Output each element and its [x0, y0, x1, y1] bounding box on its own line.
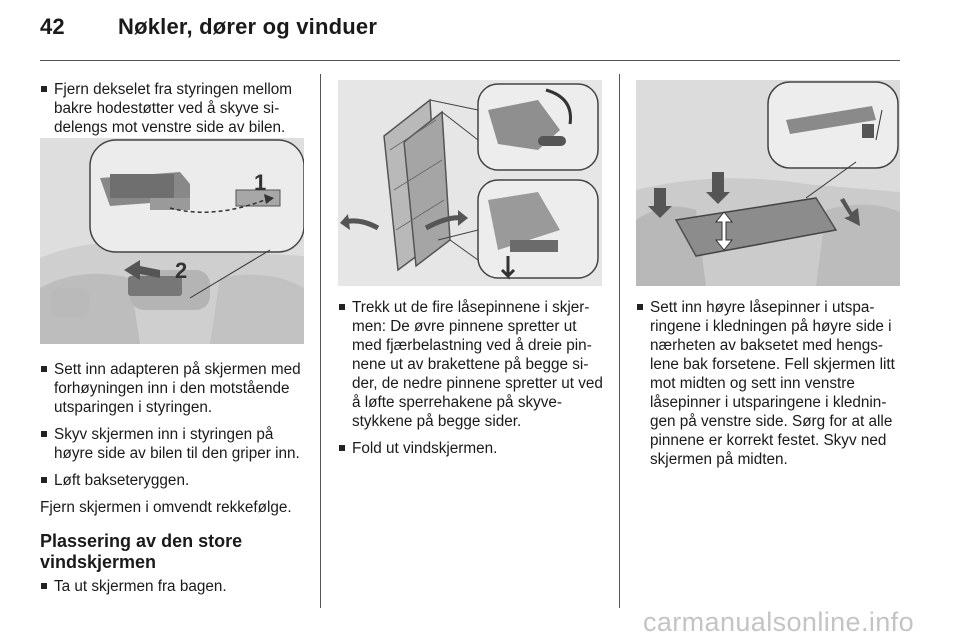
figure-illustration [636, 80, 900, 286]
column-divider-right [619, 74, 620, 608]
watermark: carmanualsonline.info [642, 607, 914, 637]
page-number: 42 [40, 14, 65, 39]
page-header [40, 14, 377, 40]
bullet-icon [41, 366, 47, 372]
left-column-top [40, 80, 306, 145]
figure-windscreen-installed [636, 80, 900, 286]
figure-label-2: 2 [175, 258, 188, 283]
bullet-icon [637, 304, 643, 310]
list-item: Sett inn høyre låsepinner i utsparingene i kledningen på høyre side i nærheten av baksetet med hengslene bak forsetene. Fell skjermen litt mot midten og sett inn venstre låsepinner i utsparingene i kledningen på venstre side. Sørg for at alle pinnene er korrekt festet. Skyv ned skjermen på midten. [636, 298, 902, 469]
middle-column-text [338, 298, 604, 466]
left-column-bottom [40, 360, 306, 604]
bullet-icon [41, 431, 47, 437]
list-item: Løft bakseteryggen. [40, 471, 306, 490]
figure-sunvisor-guide [40, 138, 304, 344]
page-title: Nøkler, dører og vinduer [118, 14, 378, 39]
bullet-icon [41, 477, 47, 483]
list-item: Trekk ut de fire låsepinnene i skjermen: De øvre pinnene spretter ut med fjærbelastning ved å dreie pinnene ut av brakettene på begge sider, de nedre pinnene spretter ut ved å løfte sperrehakene på skyvestykkene på begge sider. [338, 298, 604, 431]
right-column-text [636, 298, 902, 477]
list-item: Sett inn adapteren på skjermen med forhøyningen inn i den motstående utsparingen i styringen. [40, 360, 306, 417]
bullet-icon [41, 583, 47, 589]
column-divider-left [320, 74, 321, 608]
section-heading: Plassering av den store vindskjermen [40, 531, 243, 572]
figure-label-1: 1 [254, 170, 267, 195]
list-item: Fold ut vindskjermen. [338, 439, 604, 458]
body-text: Fjern skjermen i omvendt rekkefølge. [40, 499, 292, 516]
list-item: Fjern dekselet fra styringen mellom bakre hodestøtter ved å skyve sidelengs mot venstre side av bilen. [40, 80, 306, 137]
header-rule [40, 60, 900, 61]
figure-illustration [338, 80, 602, 286]
bullet-icon [41, 86, 47, 92]
list-item: Skyv skjermen inn i styringen på høyre side av bilen til den griper inn. [40, 425, 306, 463]
list-item: Ta ut skjermen fra bagen. [40, 577, 306, 596]
bullet-icon [339, 445, 345, 451]
bullet-icon [339, 304, 345, 310]
figure-illustration [40, 138, 304, 344]
figure-windscreen-pins [338, 80, 602, 286]
